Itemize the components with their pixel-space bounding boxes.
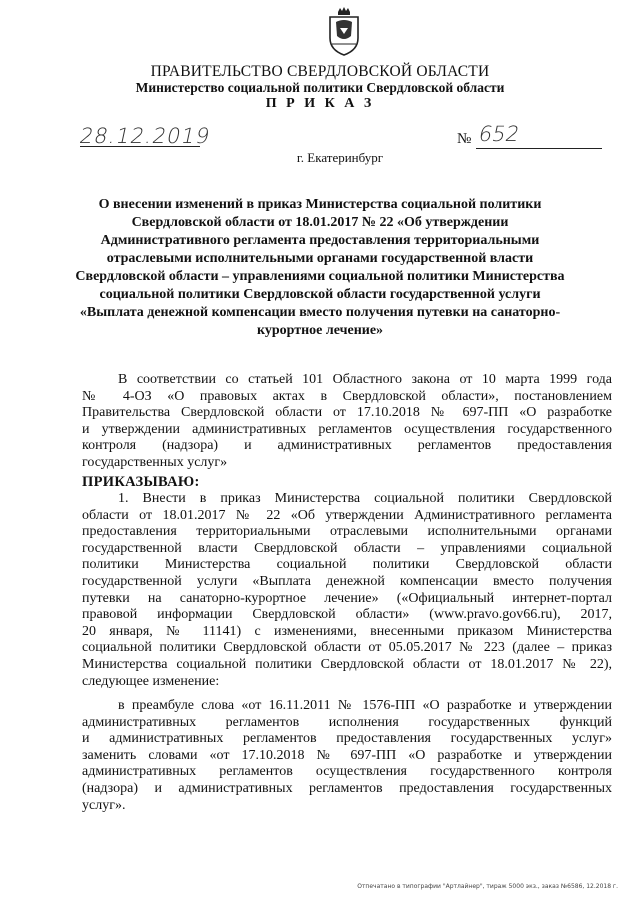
document-type: П Р И К А З [265, 96, 375, 111]
text-line: услуг». [82, 797, 126, 813]
text-line: государственной услуги «Выплата денежной компенсации вместо получения [82, 573, 612, 589]
text-line: предоставления территориальными отраслевыми исполнительными органами [82, 524, 612, 540]
text-line: государственных услуг» [82, 454, 228, 470]
text-line: социальной политики Свердловской области от 05.05.2017 № 223 (далее – приказ [82, 640, 612, 656]
order-title [60, 196, 580, 340]
text-line: путевки на санаторно-курортное лечение» («Официальный интернет-портал [82, 590, 612, 606]
text-line: правовой информации Свердловской области» (www.pravo.gov66.ru), 2017, [82, 607, 612, 623]
text-line: государственной власти Свердловской области – управлениями социальной [82, 540, 612, 556]
order-number: 652 [476, 122, 522, 146]
decree-heading: ПРИКАЗЫВАЮ: [82, 474, 200, 490]
text-line: политики Министерства социальной политики Свердловской области [82, 557, 612, 573]
text-line: В соответствии со статьей 101 Областного закона от 10 марта 1999 года [118, 372, 612, 387]
clause-1-paragraph [82, 491, 612, 690]
print-footer: Отпечатано в типографии "Артлайнер", тираж 5000 экз., заказ №6586, 12.2018 г. [357, 883, 618, 890]
text-line: в преамбуле слова «от 16.11.2011 № 1576-ПП «О разработке и утверждении [118, 698, 612, 713]
title-line: О внесении изменений в приказ Министерства социальной политики [98, 197, 542, 212]
text-line: и утверждении административных регламентов осуществления государственного [82, 421, 612, 437]
title-line: Свердловской области от 18.01.2017 № 22 «Об утверждении [131, 215, 509, 230]
text-line: (надзора) и административных регламентов предоставления государственных [82, 780, 612, 796]
text-line: административных регламентов осуществления государственного контроля [82, 764, 612, 780]
ministry-name: Министерство социальной политики Свердловской области [135, 80, 505, 95]
title-line: Административного регламента предоставления территориальными [100, 233, 540, 248]
text-line: Министерства социальной политики Свердловской области от 18.01.2017 № 22), [82, 656, 612, 672]
text-line: и административных регламентов предоставления государственных услуг» [82, 731, 612, 747]
title-line: «Выплата денежной компенсации вместо получения путевки на санаторно- [79, 305, 561, 320]
coat-of-arms-icon [326, 6, 362, 56]
amendment-paragraph [82, 698, 612, 814]
text-line: области от 18.01.2017 № 22 «Об утверждении Административного регламента [82, 507, 612, 523]
text-line: заменить словами «от 17.10.2018 № 697-ПП «О разработке и утверждении [82, 747, 612, 763]
city: г. Екатеринбург [296, 150, 384, 165]
title-line: Свердловской области – управлениями социальной политики Министерства [75, 269, 565, 284]
title-line: социальной политики Свердловской области государственной услуги [99, 287, 541, 302]
government-name: ПРАВИТЕЛЬСТВО СВЕРДЛОВСКОЙ ОБЛАСТИ [150, 63, 490, 80]
title-line: отраслевыми исполнительными органами государственной власти [106, 251, 534, 266]
preamble-paragraph [82, 372, 612, 472]
text-line: № 4-ОЗ «О правовых актах в Свердловской области», постановлением [82, 388, 612, 404]
text-line: 1. Внести в приказ Министерства социальной политики Свердловской [118, 491, 612, 506]
number-underline [476, 148, 602, 149]
text-line: 20 января, № 11141) с изменениями, внесенными приказом Министерства [82, 623, 612, 639]
order-date: 28.12.2019 [77, 124, 213, 148]
text-line: следующее изменение: [82, 673, 220, 689]
title-line: курортное лечение» [256, 323, 384, 338]
date-underline [80, 146, 200, 147]
text-line: административных регламентов исполнения государственных функций [82, 714, 612, 730]
number-sign: № [457, 131, 472, 147]
text-line: Правительства Свердловской области от 17.10.2018 № 697-ПП «О разработке [82, 405, 612, 421]
text-line: контроля (надзора) и административных регламентов предоставления [82, 438, 612, 454]
